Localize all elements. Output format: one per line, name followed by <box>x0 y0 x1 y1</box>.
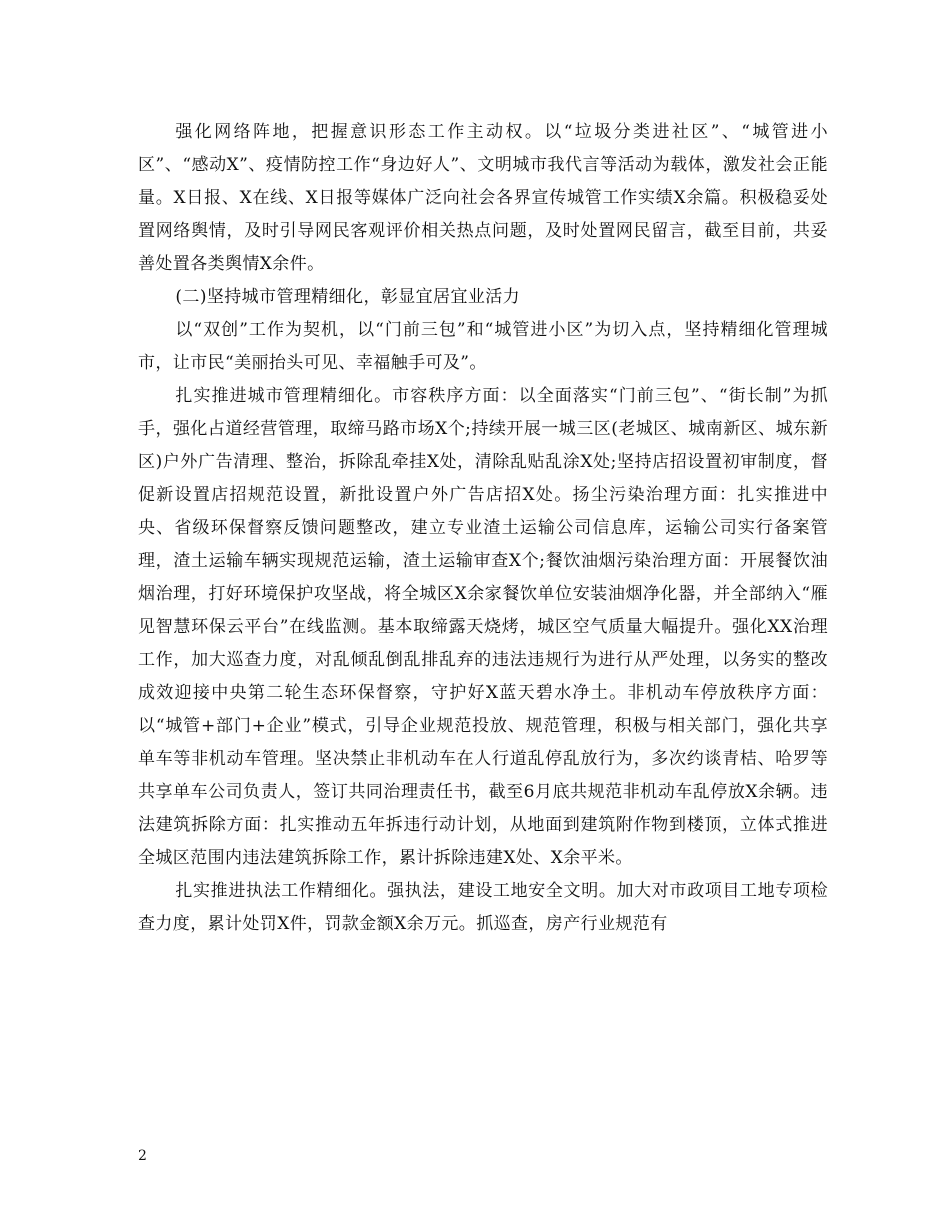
paragraph-city-management-refinement: 扎实推进城市管理精细化。市容秩序方面：以全面落实“门前三包”、“街长制”为抓手，强化占道经营管理，取缔马路市场X个;持续开展一城三区(老城区、城南新区、城东新区)户外广告清理、整治，拆除乱牵挂X处，清除乱贴乱涂X处;坚持店招设置初审制度，督促新设置店招规范设置，新批设置户外广告店招X处。扬尘污染治理方面：扎实推进中央、省级环保督察反馈问题整改，建立专业渣土运输公司信息库，运输公司实行备案管理，渣土运输车辆实现规范运输，渣土运输审查X个;餐饮油烟污染治理方面：开展餐饮油烟治理，打好环境保护攻坚战，将全城区X余家餐饮单位安装油烟净化器，并全部纳入“雁见智慧环保云平台”在线监测。基本取缔露天烧烤，城区空气质量大幅提升。强化XX治理工作，加大巡查力度，对乱倾乱倒乱排乱弃的违法违规行为进行从严处理，以务实的整改成效迎接中央第二轮生态环保督察，守护好X蓝天碧水净土。非机动车停放秩序方面：以“城管+部门+企业”模式，引导企业规范投放、规范管理，积极与相关部门，强化共享单车等非机动车管理。坚决禁止非机动车在人行道乱停乱放行为，多次约谈青桔、哈罗等共享单车公司负责人，签订共同治理责任书，截至6月底共规范非机动车乱停放X余辆。违法建筑拆除方面：扎实推动五年拆违行动计划，从地面到建筑附作物到楼顶，立体式推进全城区范围内违法建筑拆除工作，累计拆除违建X处、X余平米。 <box>138 386 828 868</box>
paragraph-network-position: 强化网络阵地，把握意识形态工作主动权。以“垃圾分类进社区”、“城管进小区”、“感动X”、疫情防控工作“身边好人”、文明城市我代言等活动为载体，激发社会正能量。X日报、X在线、X日报等媒体广泛向社会各界宣传城管工作实绩X余篇。积极稳妥处置网络舆情，及时引导网民客观评价相关热点问题，及时处置网民留言，截至目前，共妥善处置各类舆情X余件。 <box>138 122 828 274</box>
document-body <box>138 116 828 941</box>
page-number: 2 <box>138 1148 147 1164</box>
paragraph-law-enforcement-refinement: 扎实推进执法工作精细化。强执法，建设工地安全文明。加大对市政项目工地专项检查力度，累计处罚X件，罚款金额X余万元。抓巡查，房产行业规范有 <box>138 881 828 934</box>
paragraph-double-creation: 以“双创”工作为契机，以“门前三包”和“城管进小区”为切入点，坚持精细化管理城市，让市民“美丽抬头可见、幸福触手可及”。 <box>138 320 828 373</box>
section-heading-city-management: (二)坚持城市管理精细化，彰显宜居宜业活力 <box>175 287 521 307</box>
